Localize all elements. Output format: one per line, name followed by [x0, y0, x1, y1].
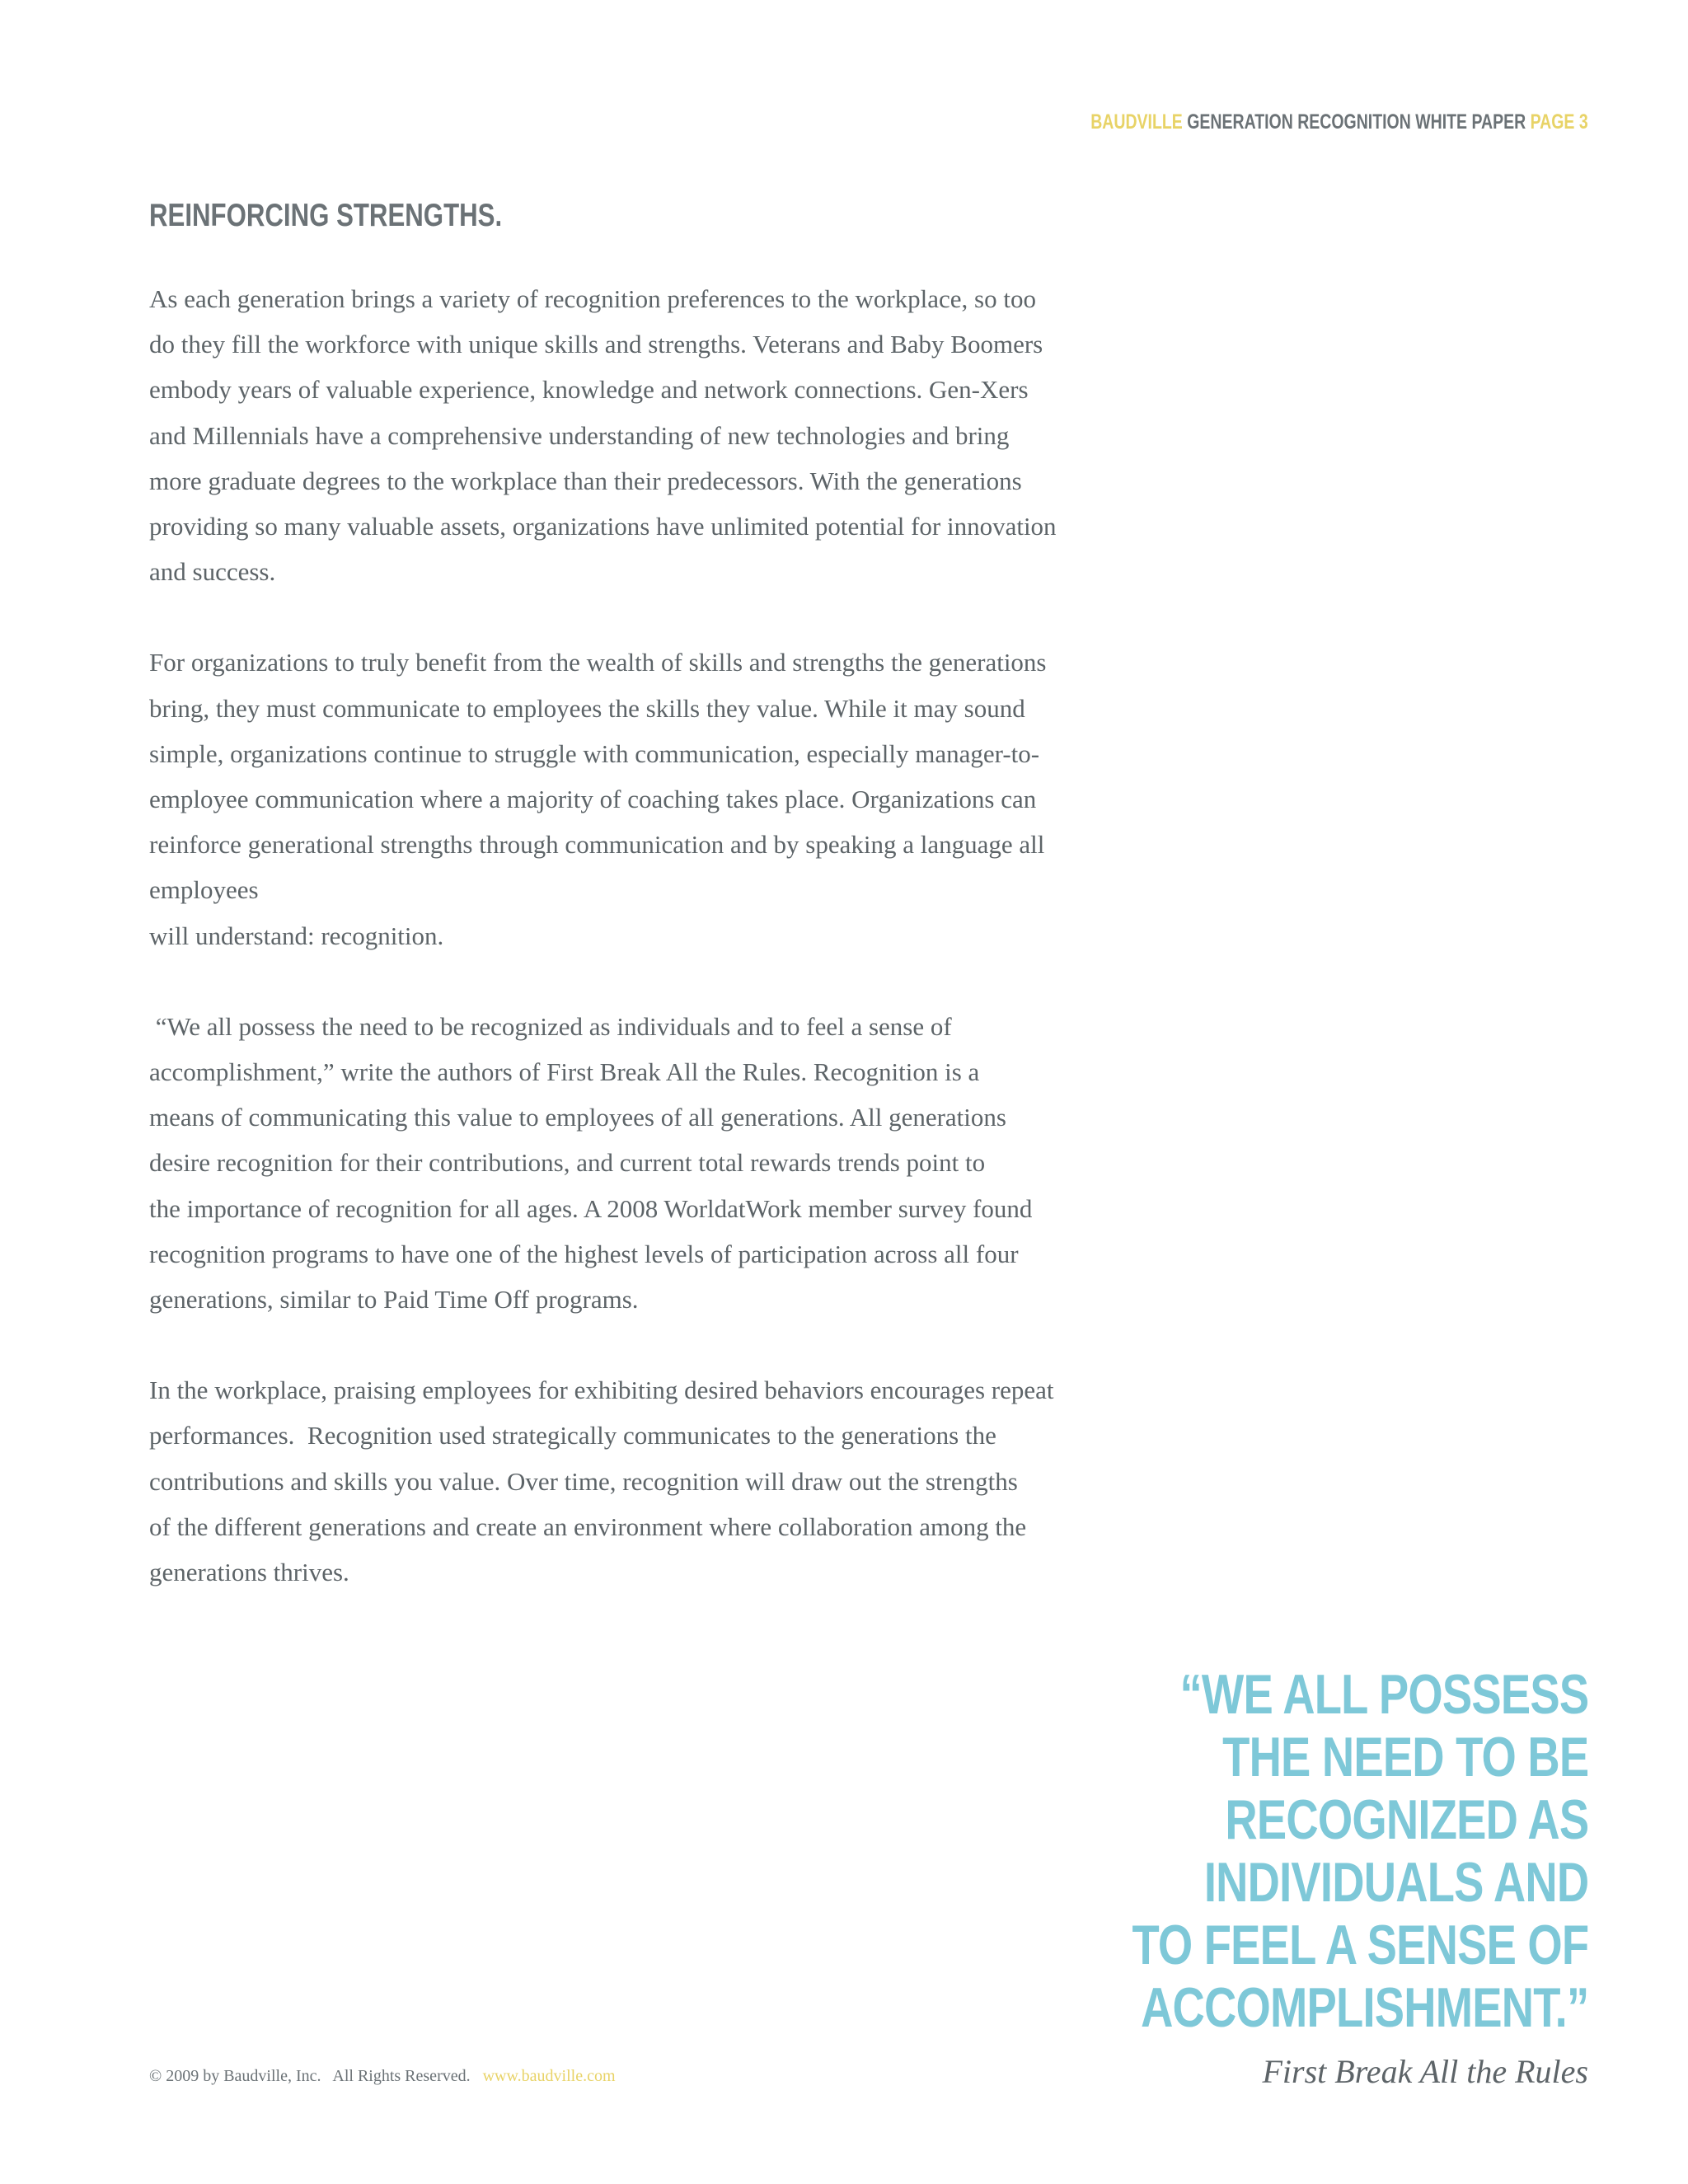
paragraph-line: contributions and skills you value. Over time, recognition will draw out the strengths [149, 1466, 1018, 1496]
paragraph-line: of the different generations and create an environment where collaboration among the [149, 1511, 1027, 1541]
paragraph-line: employee communication where a majority of coaching takes place. Organizations can [149, 785, 1037, 814]
header-title: GENERATION RECOGNITION WHITE PAPER [1187, 110, 1526, 134]
paragraph-line: employees [149, 875, 259, 905]
paragraph-3 [149, 1004, 1212, 1322]
pull-quote [1018, 1663, 1588, 2039]
section-heading: REINFORCING STRENGTHS. [149, 198, 503, 233]
paragraph-line: do they fill the workforce with unique skills and strengths. Veterans and Baby Boomers [149, 330, 1043, 359]
paragraph-line: accomplishment,” write the authors of First Break All the Rules. Recognition is a [149, 1057, 980, 1087]
paragraph-line: and Millennials have a comprehensive understanding of new technologies and bring [149, 420, 1010, 450]
paragraph-line: the importance of recognition for all ages. A 2008 WorldatWork member survey found [149, 1193, 1033, 1223]
paragraph-line: embody years of valuable experience, knowledge and network connections. Gen-Xers [149, 375, 1029, 405]
pull-quote-line: THE NEED TO BE [1221, 1726, 1588, 1788]
paragraph-line: “We all possess the need to be recognized as individuals and to feel a sense of [149, 1011, 952, 1041]
paragraph-line: providing so many valuable assets, organizations have unlimited potential for innovation [149, 512, 1057, 541]
pull-quote-line: “WE ALL POSSESS [1179, 1663, 1588, 1726]
pull-quote-line: INDIVIDUALS AND [1203, 1851, 1588, 1914]
paragraph-line: recognition programs to have one of the highest levels of participation across all four [149, 1239, 1019, 1268]
pull-quote-source: First Break All the Rules [1262, 2053, 1588, 2090]
body-text [149, 276, 1212, 1640]
paragraph-line: For organizations to truly benefit from the wealth of skills and strengths the generations [149, 648, 1047, 677]
paragraph-line: reinforce generational strengths through communication and by speaking a language all [149, 830, 1045, 860]
paragraph-4 [149, 1367, 1212, 1595]
paragraph-line: performances. Recognition used strategically communicates to the generations the [149, 1421, 996, 1451]
paragraph-1 [149, 276, 1212, 594]
pull-quote-line: RECOGNIZED AS [1225, 1788, 1588, 1851]
paragraph-line: bring, they must communicate to employees the skills they value. While it may sound [149, 693, 1025, 723]
paragraph-line: more graduate degrees to the workplace than their predecessors. With the generations [149, 466, 1022, 495]
paragraph-line: will understand: recognition. [149, 921, 444, 950]
paragraph-line: desire recognition for their contributions, and current total rewards trends point to [149, 1148, 986, 1178]
paragraph-line: generations thrives. [149, 1558, 349, 1587]
header-brand: BAUDVILLE [1090, 110, 1184, 134]
paragraph-line: As each generation brings a variety of recognition preferences to the workplace, so too [149, 284, 1036, 313]
running-header [1091, 110, 1588, 134]
footer-url-link[interactable]: www.baudville.com [482, 2067, 616, 2085]
paragraph-line: generations, similar to Paid Time Off programs. [149, 1285, 639, 1315]
footer-copyright: © 2009 by Baudville, Inc. All Rights Reserved. [149, 2067, 471, 2085]
paragraph-2 [149, 640, 1212, 958]
pull-quote-line: ACCOMPLISHMENT.” [1140, 1976, 1588, 2039]
pull-quote-line: TO FEEL A SENSE OF [1132, 1914, 1588, 1976]
header-page-number: PAGE 3 [1530, 110, 1588, 134]
paragraph-line: simple, organizations continue to struggle with communication, especially manager-to- [149, 738, 1040, 768]
page-footer [149, 2067, 616, 2086]
paragraph-line: In the workplace, praising employees for exhibiting desired behaviors encourages repeat [149, 1376, 1054, 1405]
paragraph-line: means of communicating this value to employees of all generations. All generations [149, 1103, 1006, 1132]
paragraph-line: and success. [149, 557, 276, 587]
